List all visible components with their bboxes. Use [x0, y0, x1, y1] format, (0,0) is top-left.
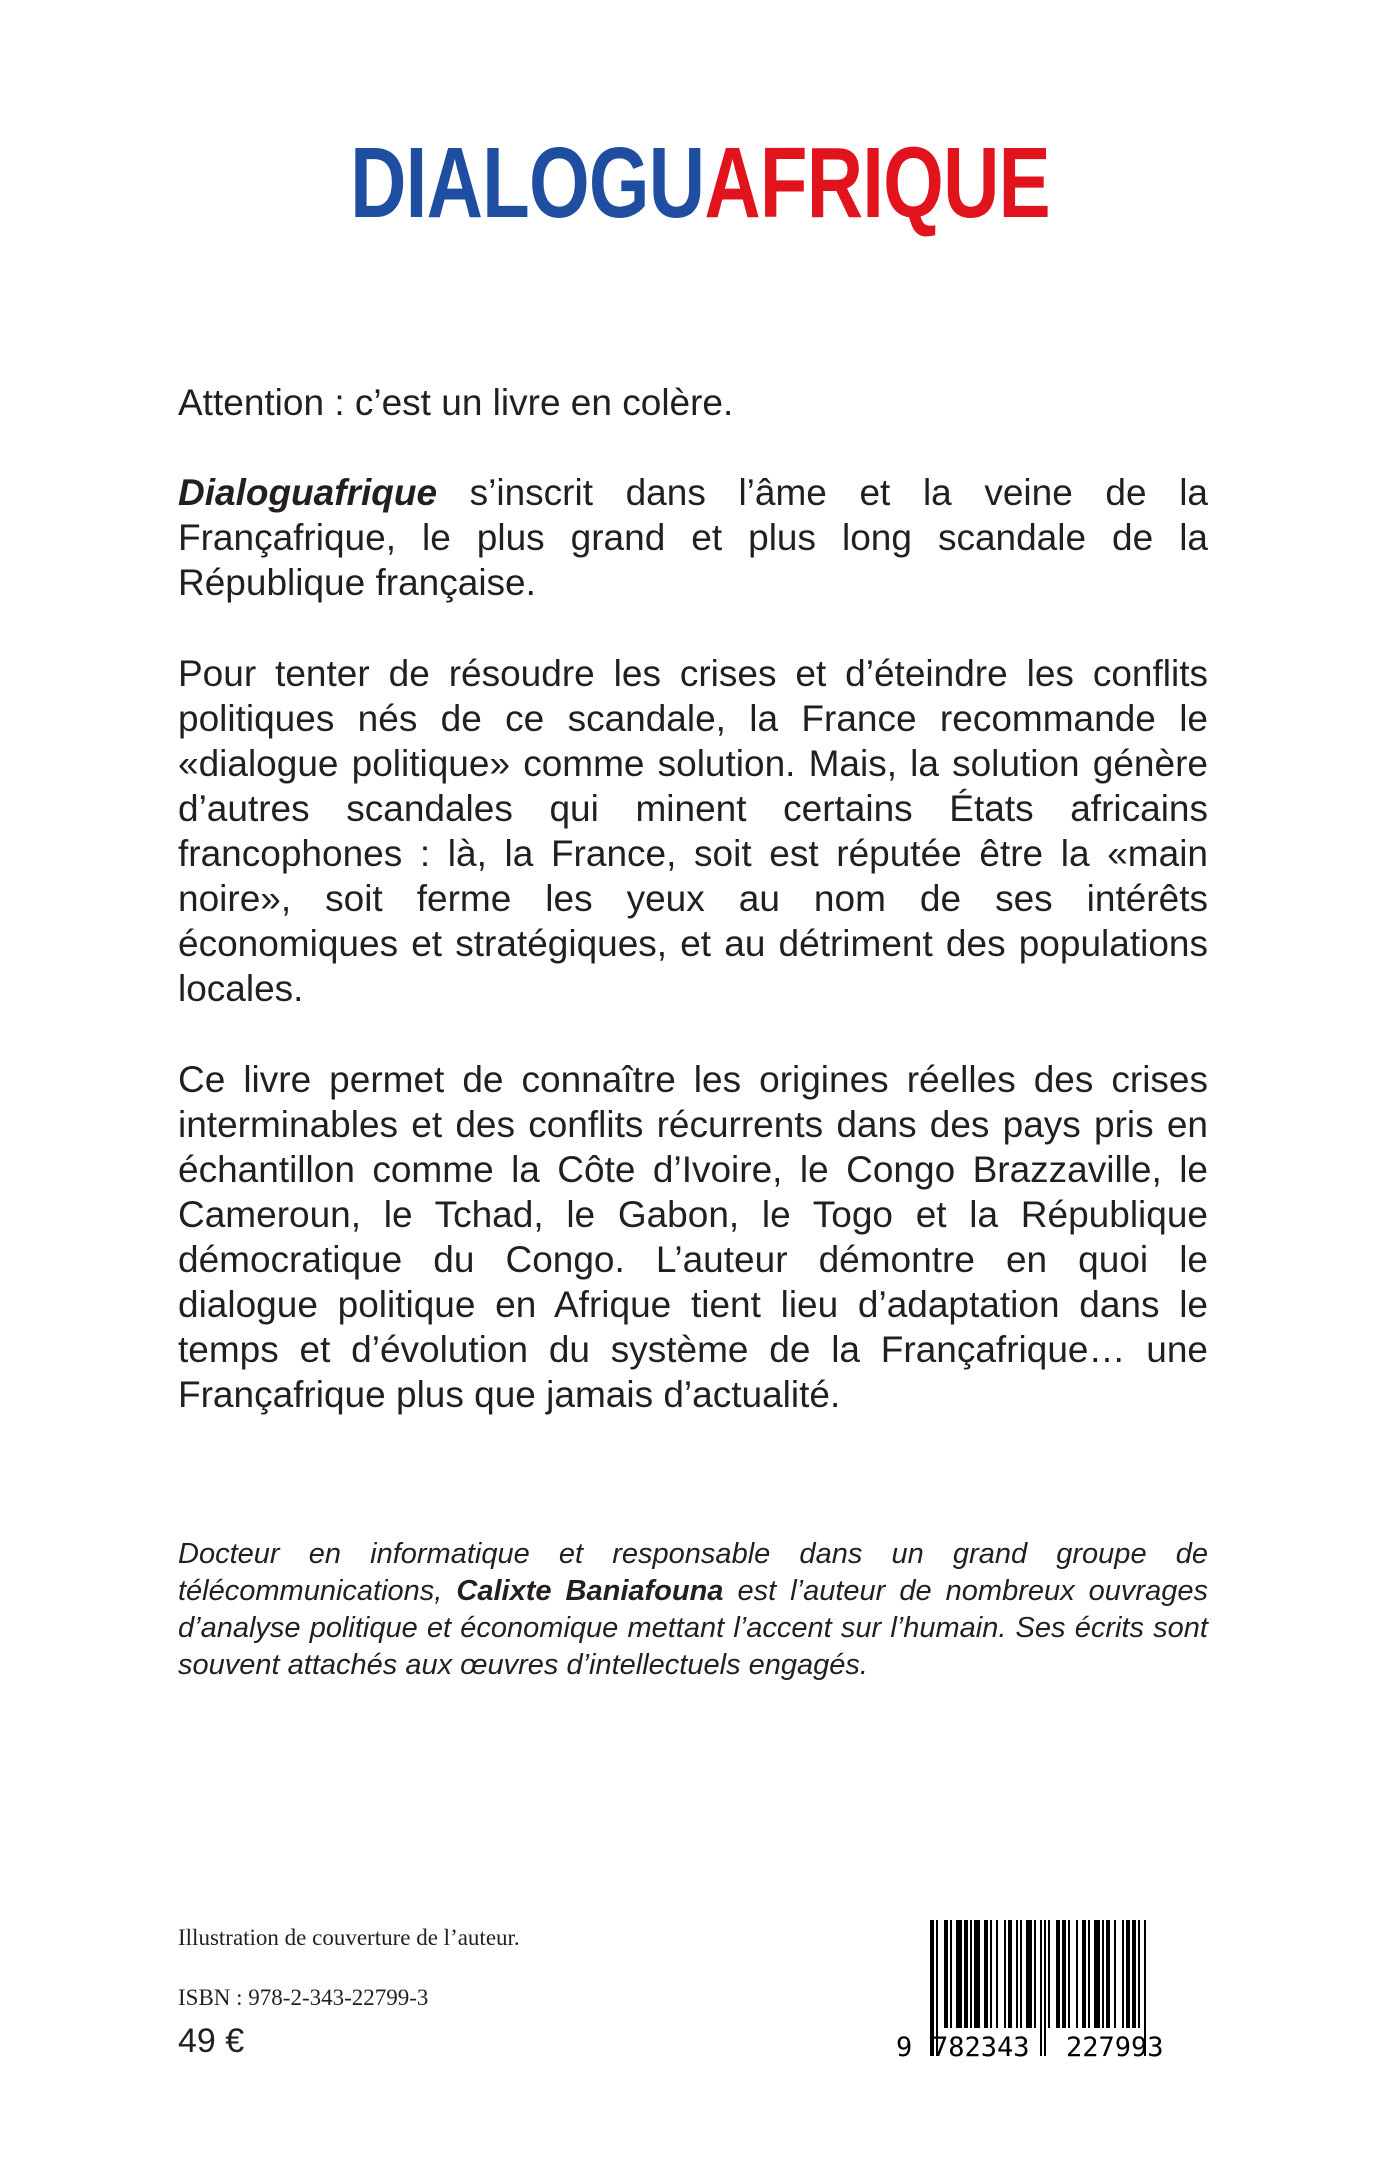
barcode-bar: [1062, 1920, 1066, 2028]
barcode-digits: [896, 2030, 1208, 2066]
barcode-bar: [1094, 1920, 1100, 2028]
blurb: [178, 380, 1208, 1463]
author-bio-after: est l’auteur de nombreux ouvrages d’analyse politique et économique mettant l’accent sur l’humain. Ses écrits sont souvent attachés aux œuvres d’intellectuels engagés.: [178, 1575, 1208, 1681]
barcode-bar: [1076, 1920, 1078, 2028]
barcode-bar: [1114, 1920, 1116, 2028]
book-title: [154, 128, 1246, 238]
book-name-emphasis: Dialoguafrique: [178, 472, 438, 513]
barcode-bar: [970, 1920, 972, 2028]
barcode-bar: [950, 1920, 952, 2028]
barcode-right-group: 227993: [1066, 2032, 1164, 2063]
barcode-bar: [996, 1920, 998, 2028]
barcode-bar: [1132, 1920, 1136, 2028]
blurb-paragraph-1-text: s’inscrit dans l’âme et la veine de la Françafrique, le plus grand et plus long scandale de la République française.: [178, 472, 1208, 603]
isbn: ISBN : 978-2-343-22799-3: [178, 1985, 429, 2010]
barcode-bar: [1088, 1920, 1090, 2028]
barcode-bar: [956, 1920, 962, 2028]
barcode-bar: [1082, 1920, 1086, 2028]
barcode-bar: [974, 1920, 980, 2028]
barcode-bar: [1102, 1920, 1104, 2028]
barcode-bar: [1004, 1920, 1006, 2028]
author-bio: [178, 1536, 1208, 1684]
blurb-paragraph-3: Ce livre permet de connaître les origines réelles des crises interminables et des conflits récurrents dans des pays pris en échantillon comme la Côte d’Ivoire, le Congo Brazzaville, le Cameroun, le Tchad, le Gabon, le Togo et la République démocratique du Congo. L’auteur démontre en quoi le dialogue politique en Afrique tient lieu d’adaptation dans le temps et d’évolution du système de la Françafrique… une Françafrique plus que jamais d’actualité.: [178, 1059, 1208, 1415]
barcode-bar: [1138, 1920, 1140, 2028]
title-part-red: AFRIQUE: [704, 127, 1050, 239]
barcode-left-group: 782343: [932, 2032, 1030, 2063]
title-part-blue: DIALOGU: [350, 127, 705, 239]
barcode-bar: [1020, 1920, 1022, 2028]
barcode-bar: [990, 1920, 992, 2028]
blurb-paragraph-2: Pour tenter de résoudre les crises et d’éteindre les conflits politiques nés de ce scandale, la France recommande le «dialogue politique» comme solution. Mais, la solution génère d’autres scandales qui minent certains États africains francophones : là, la France, soit est réputée être la «main noire», soit ferme les yeux au nom de ses intérêts économiques et stratégiques, et au détriment des populations locales.: [178, 653, 1208, 1009]
barcode-bar: [944, 1920, 948, 2028]
blurb-intro: Attention : c’est un livre en colère.: [178, 382, 734, 423]
barcode-bar: [1008, 1920, 1012, 2028]
barcode-bar: [964, 1920, 968, 2028]
barcode-bar: [1034, 1920, 1036, 2028]
barcode-first-digit: 9: [896, 2032, 913, 2063]
barcode-bar: [1026, 1920, 1032, 2028]
barcode-bar: [1056, 1920, 1060, 2028]
barcode-bar: [1106, 1920, 1110, 2028]
blurb-paragraph-1: [178, 470, 1208, 605]
price: 49 €: [178, 2022, 245, 2060]
barcode-bar: [1068, 1920, 1070, 2028]
barcode-bar: [1126, 1920, 1130, 2028]
barcode-bar: [1122, 1920, 1124, 2028]
illustration-credit: Illustration de couverture de l’auteur.: [178, 1925, 520, 1950]
barcode-bar: [984, 1920, 988, 2028]
author-bio-before: Docteur en informatique et responsable dans un grand groupe de télécommunications,: [178, 1538, 1208, 1607]
barcode-bar: [1016, 1920, 1018, 2028]
author-name: Calixte Baniafouna: [456, 1575, 724, 1607]
barcode-bar: [1048, 1920, 1050, 2028]
